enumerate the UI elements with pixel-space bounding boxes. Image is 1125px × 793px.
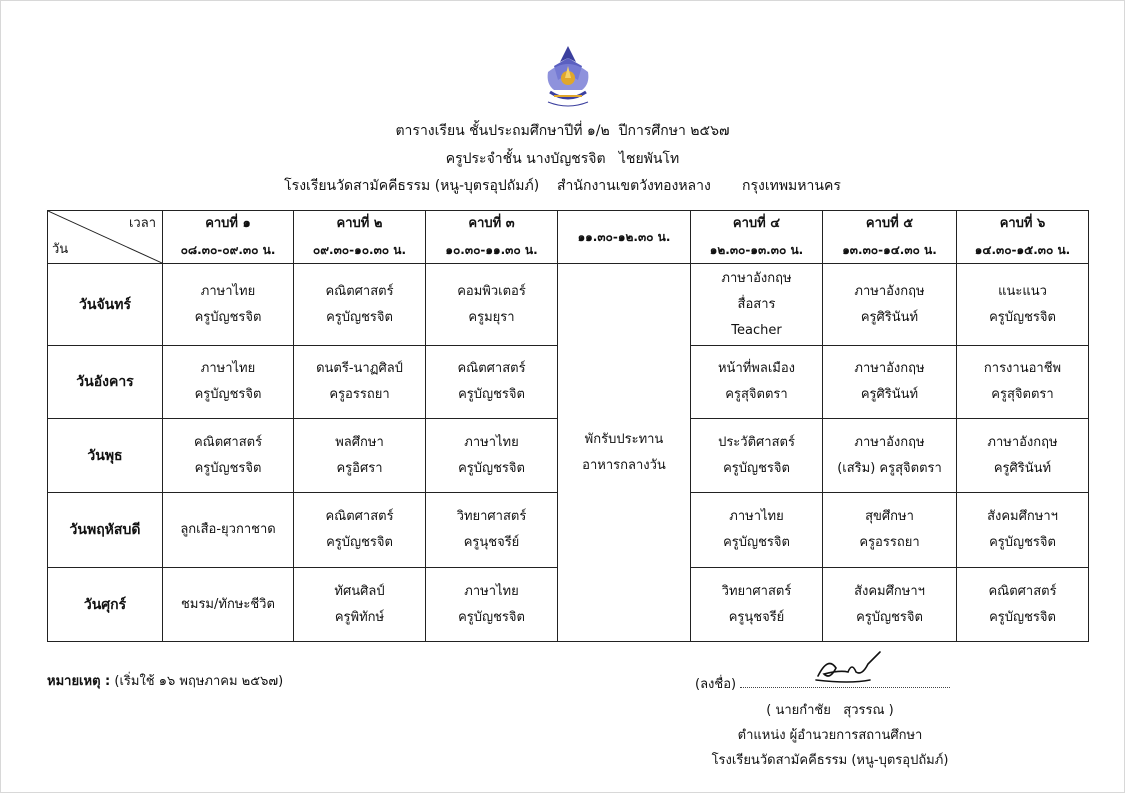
day-cell: วันพุธ bbox=[48, 419, 163, 493]
teacher-text: ครูบัญชรจิต bbox=[989, 309, 1056, 325]
class-cell bbox=[426, 493, 558, 568]
day-cell: วันพฤหัสบดี bbox=[48, 493, 163, 568]
subject-text: สุขศึกษา bbox=[865, 509, 914, 524]
subject-text: แนะแนว bbox=[998, 283, 1047, 299]
lunch-break-cell bbox=[558, 264, 691, 642]
subject-text: ภาษาไทย bbox=[200, 283, 256, 299]
teacher-text: ครูนุชจรีย์ bbox=[728, 609, 785, 625]
class-cell bbox=[163, 568, 294, 642]
subject-text: วิทยาศาสตร์ bbox=[721, 583, 792, 599]
subject-text: ดนตรี-นาฏศิลป์ bbox=[316, 361, 403, 376]
subject-text: ภาษาไทย bbox=[464, 583, 519, 599]
teacher-text: สื่อสาร bbox=[737, 296, 776, 312]
teacher-text: (เสริม) ครูสุจิตตรา bbox=[837, 460, 942, 476]
class-cell bbox=[957, 264, 1089, 346]
lunch-text: อาหารกลางวัน bbox=[582, 457, 666, 473]
class-cell bbox=[294, 568, 426, 642]
class-cell bbox=[294, 346, 426, 419]
period-header: คาบที่ ๑ ๐๘.๓๐-๐๙.๓๐ น. bbox=[163, 211, 294, 264]
subject-text: ภาษาอังกฤษ bbox=[854, 434, 925, 450]
lunch-time-header: ๑๑.๓๐-๑๒.๓๐ น. bbox=[558, 211, 691, 264]
class-cell bbox=[957, 419, 1089, 493]
subject-text: หน้าที่พลเมือง bbox=[717, 361, 796, 376]
subject-text: ชมรม/ทักษะชีวิต bbox=[181, 596, 275, 612]
subject-text: ทัศนศิลป์ bbox=[334, 583, 385, 599]
teacher-text: ครูบัญชรจิต bbox=[723, 535, 790, 550]
subject-text: คณิตศาสตร์ bbox=[988, 583, 1057, 599]
teacher-text: ครูศิรินันท์ bbox=[860, 309, 919, 325]
signer-name: ( นายกำชัย สุวรรณ ) bbox=[766, 703, 894, 718]
class-cell bbox=[957, 568, 1089, 642]
subject-text: คอมพิวเตอร์ bbox=[457, 283, 526, 299]
corner-day-label: วัน bbox=[52, 242, 69, 257]
subject-text: คณิตศาสตร์ bbox=[325, 509, 394, 524]
subject-text: ภาษาอังกฤษ bbox=[721, 270, 792, 286]
corner-time-label: เวลา bbox=[128, 216, 156, 231]
class-cell bbox=[823, 264, 957, 346]
day-cell: วันศุกร์ bbox=[48, 568, 163, 642]
day-cell: วันจันทร์ bbox=[48, 264, 163, 346]
class-cell bbox=[823, 493, 957, 568]
teacher-text: ครูสุจิตตรา bbox=[725, 387, 788, 402]
teacher-text: ครูบัญชรจิต bbox=[194, 387, 262, 402]
handwritten-signature bbox=[810, 650, 890, 686]
class-cell bbox=[691, 568, 823, 642]
teacher-text: ครูบัญชรจิต bbox=[458, 460, 525, 476]
timetable-title: ตารางเรียน ชั้นประถมศึกษาปีที่ ๑/๒ ปีการศึกษา ๒๕๖๗ bbox=[395, 123, 730, 139]
period-header: คาบที่ ๔ ๑๒.๓๐-๑๓.๓๐ น. bbox=[691, 211, 823, 264]
class-cell bbox=[294, 264, 426, 346]
subject-text: ภาษาไทย bbox=[464, 434, 519, 450]
teacher-text: ครูบัญชรจิต bbox=[458, 609, 525, 625]
subject-text: คณิตศาสตร์ bbox=[193, 434, 263, 450]
subject-text: การงานอาชีพ bbox=[983, 361, 1062, 376]
signer-school: โรงเรียนวัดสามัคคีธรรม (หนู-บุตรอุปถัมภ์) bbox=[711, 753, 949, 768]
teacher-text: ครูบัญชรจิต bbox=[194, 460, 262, 476]
class-cell bbox=[426, 264, 558, 346]
teacher-text: ครูบัญชรจิต bbox=[194, 309, 262, 325]
school-name: โรงเรียนวัดสามัคคีธรรม (หนู-บุตรอุปถัมภ์) สำนักงานเขตวังทองหลาง กรุงเทพมหานคร bbox=[284, 178, 841, 194]
sign-label: (ลงชื่อ) bbox=[695, 677, 737, 692]
teacher-text: ครูนุชจรีย์ bbox=[463, 535, 520, 550]
teacher-text: ครูอรรถยา bbox=[859, 535, 920, 550]
corner-cell bbox=[48, 211, 163, 264]
subject-text: ภาษาไทย bbox=[200, 361, 256, 376]
teacher-text: ครูบัญชรจิต bbox=[458, 387, 525, 402]
remark-label: หมายเหตุ : bbox=[47, 674, 111, 689]
teacher-text: ครูบัญชรจิต bbox=[989, 535, 1056, 550]
subject-text: พลศึกษา bbox=[335, 434, 384, 450]
teacher-text: Teacher bbox=[731, 322, 782, 338]
subject-text: ภาษาอังกฤษ bbox=[987, 434, 1058, 450]
subject-text: คณิตศาสตร์ bbox=[457, 361, 526, 376]
teacher-text: ครูพิทักษ์ bbox=[334, 609, 385, 625]
teacher-text: ครูสุจิตตรา bbox=[991, 387, 1054, 402]
class-cell bbox=[426, 568, 558, 642]
teacher-text: ครูบัญชรจิต bbox=[723, 460, 790, 476]
class-cell bbox=[691, 493, 823, 568]
class-cell bbox=[823, 419, 957, 493]
class-cell bbox=[163, 419, 294, 493]
subject-text: สังคมศึกษาฯ bbox=[854, 583, 925, 599]
period-header: คาบที่ ๒ ๐๙.๓๐-๑๐.๓๐ น. bbox=[294, 211, 426, 264]
subject-text: ลูกเสือ-ยุวกาชาด bbox=[180, 522, 276, 537]
day-cell: วันอังคาร bbox=[48, 346, 163, 419]
subject-text: ภาษาอังกฤษ bbox=[854, 361, 925, 376]
subject-text: ภาษาไทย bbox=[729, 509, 784, 524]
class-cell bbox=[691, 419, 823, 493]
class-cell bbox=[691, 264, 823, 346]
class-cell bbox=[294, 419, 426, 493]
subject-text: ภาษาอังกฤษ bbox=[854, 283, 925, 299]
class-cell bbox=[823, 346, 957, 419]
class-cell bbox=[823, 568, 957, 642]
subject-text: ประวัติศาสตร์ bbox=[718, 434, 795, 450]
subject-text: คณิตศาสตร์ bbox=[325, 283, 394, 299]
class-cell bbox=[426, 419, 558, 493]
homeroom-teacher: ครูประจำชั้น นางบัญชรจิต ไชยพันโท bbox=[445, 151, 680, 167]
class-cell bbox=[163, 493, 294, 568]
class-cell bbox=[163, 264, 294, 346]
class-cell bbox=[957, 346, 1089, 419]
teacher-text: ครูบัญชรจิต bbox=[326, 309, 393, 325]
remark bbox=[47, 670, 283, 691]
class-cell bbox=[294, 493, 426, 568]
teacher-text: ครูบัญชรจิต bbox=[989, 609, 1056, 625]
table-row bbox=[48, 264, 1089, 346]
teacher-text: ครูบัญชรจิต bbox=[326, 535, 393, 550]
period-header: คาบที่ ๓ ๑๐.๓๐-๑๑.๓๐ น. bbox=[426, 211, 558, 264]
timetable bbox=[47, 210, 1089, 642]
class-cell bbox=[426, 346, 558, 419]
class-cell bbox=[957, 493, 1089, 568]
teacher-text: ครูมยุรา bbox=[468, 309, 515, 325]
class-cell bbox=[163, 346, 294, 419]
school-emblem-icon bbox=[536, 44, 600, 114]
teacher-text: ครูอิศรา bbox=[336, 460, 383, 476]
teacher-text: ครูบัญชรจิต bbox=[856, 609, 923, 625]
remark-text: (เริ่มใช้ ๑๖ พฤษภาคม ๒๕๖๗) bbox=[110, 674, 284, 689]
subject-text: วิทยาศาสตร์ bbox=[456, 509, 527, 524]
period-header: คาบที่ ๖ ๑๔.๓๐-๑๕.๓๐ น. bbox=[957, 211, 1089, 264]
header-row bbox=[48, 211, 1089, 264]
period-header: คาบที่ ๕ ๑๓.๓๐-๑๔.๓๐ น. bbox=[823, 211, 957, 264]
signer-position: ตำแหน่ง ผู้อำนวยการสถานศึกษา bbox=[737, 728, 923, 743]
class-cell bbox=[691, 346, 823, 419]
teacher-text: ครูศิรินันท์ bbox=[993, 460, 1052, 476]
teacher-text: ครูศิรินันท์ bbox=[860, 387, 919, 402]
lunch-text: พักรับประทาน bbox=[584, 431, 664, 447]
teacher-text: ครูอรรถยา bbox=[329, 387, 390, 402]
subject-text: สังคมศึกษาฯ bbox=[987, 509, 1058, 524]
